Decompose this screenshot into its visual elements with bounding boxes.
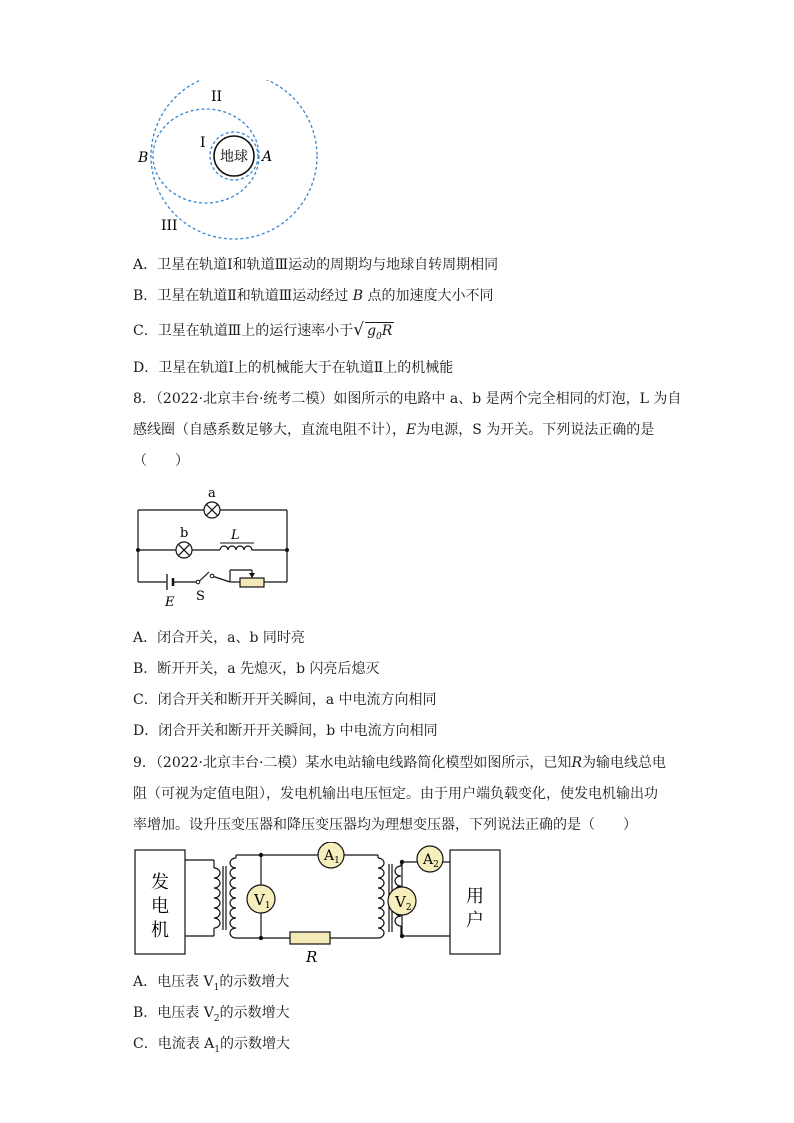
q8-stem-line3: （ ） bbox=[133, 453, 189, 469]
q7-option-c bbox=[133, 320, 394, 345]
junction-v1-top bbox=[259, 853, 263, 857]
stepdown-primary-coil bbox=[378, 858, 384, 938]
q8-option-a: A．闭合开关，a、b 同时亮 bbox=[133, 630, 305, 646]
sqrt-symbol: √ bbox=[353, 320, 365, 340]
generator-label-1: 发 bbox=[151, 872, 169, 893]
ammeter-a2-label: $A_2$ bbox=[423, 852, 439, 870]
lamp-b-label: b bbox=[180, 526, 189, 541]
q9-option-b-prefix: B．电压表 V bbox=[133, 1005, 214, 1021]
q7-option-a: A．卫星在轨道Ⅰ和轨道Ⅲ运动的周期均与地球自转周期相同 bbox=[133, 257, 499, 273]
resistor-r-icon bbox=[290, 932, 330, 944]
point-label-B: B bbox=[138, 150, 149, 166]
q9-stem-line1 bbox=[133, 753, 666, 773]
wire-bottom-3 bbox=[212, 576, 230, 582]
rheostat-arrow-icon bbox=[249, 573, 255, 578]
junction-v1-bottom bbox=[259, 936, 263, 940]
q7-option-c-prefix: C．卫星在轨道Ⅲ上的运行速率小于 bbox=[133, 323, 354, 339]
voltmeter-v1-label: $V_1$ bbox=[254, 891, 271, 911]
q8-option-c: C．闭合开关和断开开关瞬间，a 中电流方向相同 bbox=[133, 692, 437, 708]
q8-stem-e: E bbox=[406, 422, 417, 438]
q9-option-a-suffix: 的示数增大 bbox=[219, 974, 290, 990]
junction-right bbox=[285, 548, 289, 552]
q9-stem-line3: 率增加。设升压变压器和降压变压器均为理想变压器，下列说法正确的是（ ） bbox=[133, 817, 637, 833]
q8-stem-line1: 8．（2022·北京丰台·统考二模）如图所示的电路中 a、b 是两个完全相同的灯泡，L 为自 bbox=[133, 391, 682, 407]
orbit-label-I: I bbox=[200, 135, 206, 151]
q8-option-b: B．断开开关，a 先熄灭，b 闪亮后熄灭 bbox=[133, 661, 380, 677]
stepup-secondary-coil bbox=[230, 858, 236, 938]
voltmeter-v2-label: $V_2$ bbox=[395, 893, 412, 913]
lamp-a-label: a bbox=[208, 486, 216, 501]
q9-option-c bbox=[133, 1034, 290, 1060]
q8-stem-line2 bbox=[133, 420, 654, 440]
rheostat-icon bbox=[240, 578, 264, 587]
lamp-b-icon bbox=[176, 542, 192, 558]
generator-label-3: 机 bbox=[151, 920, 169, 941]
q9-option-b bbox=[133, 1003, 290, 1029]
q7-option-b-suffix: 点的加速度大小不同 bbox=[367, 288, 494, 304]
point-label-A: A bbox=[262, 149, 273, 165]
inductor-coil-icon bbox=[220, 546, 254, 550]
q7-option-b-prefix: B．卫星在轨道Ⅱ和轨道Ⅲ运动经过 bbox=[133, 288, 349, 304]
q9-transmission-diagram bbox=[130, 842, 510, 967]
ammeter-a1-label: $A_1$ bbox=[324, 848, 340, 866]
q8-circuit-diagram bbox=[130, 482, 300, 612]
earth-label: 地球 bbox=[220, 149, 248, 165]
switch-label: S bbox=[196, 589, 205, 604]
q9-stem-r: R bbox=[571, 755, 582, 771]
battery-label: E bbox=[165, 595, 175, 610]
q7-option-b bbox=[133, 286, 494, 306]
q7-option-c-sub: 0 bbox=[376, 331, 382, 342]
orbit-label-II: II bbox=[211, 89, 223, 105]
q9-option-a-prefix: A．电压表 V bbox=[133, 974, 214, 990]
user-label-2: 户 bbox=[466, 910, 484, 931]
orbit-diagram bbox=[130, 80, 330, 245]
q7-option-d: D．卫星在轨道Ⅰ上的机械能大于在轨道Ⅱ上的机械能 bbox=[133, 360, 454, 376]
q9-stem-line2: 阻（可视为定值电阻），发电机输出电压恒定。由于用户端负载变化，使发电机输出功 bbox=[133, 786, 658, 802]
q9-option-c-suffix: 的示数增大 bbox=[220, 1036, 291, 1052]
orbit-label-III: III bbox=[161, 218, 178, 234]
q9-stem-part-a: 9．（2022·北京丰台·二模）某水电站输电线路简化模型如图所示，已知 bbox=[133, 755, 572, 771]
q7-option-c-g: g bbox=[367, 323, 377, 339]
sqrt-content bbox=[365, 322, 394, 345]
user-label-1: 用 bbox=[466, 886, 484, 907]
q8-option-d: D．闭合开关和断开开关瞬间，b 中电流方向相同 bbox=[133, 723, 438, 739]
q7-option-c-r: R bbox=[381, 323, 393, 339]
battery-icon bbox=[167, 574, 173, 590]
q9-option-c-prefix: C．电流表 A bbox=[133, 1036, 215, 1052]
lamp-a-icon bbox=[204, 502, 220, 518]
q8-stem-part-b: 为电源，S 为开关。下列说法正确的是 bbox=[416, 422, 655, 438]
q8-stem-part-a: 感线圈（自感系数足够大，直流电阻不计）， bbox=[133, 422, 406, 438]
q7-option-b-var: B bbox=[352, 288, 364, 304]
q9-option-a bbox=[133, 972, 289, 998]
junction-v2-bottom bbox=[400, 934, 404, 938]
q9-option-a-sub: 1 bbox=[213, 982, 220, 993]
q9-stem-part-b: 为输电线总电 bbox=[581, 755, 666, 771]
inductor-label: L bbox=[231, 528, 240, 543]
resistor-r-label: R bbox=[306, 948, 318, 966]
stepup-primary-coil bbox=[214, 868, 220, 928]
q9-option-b-sub: 2 bbox=[213, 1013, 220, 1024]
generator-label-2: 电 bbox=[151, 896, 169, 917]
switch-icon bbox=[196, 572, 214, 584]
q9-option-b-suffix: 的示数增大 bbox=[219, 1005, 290, 1021]
junction-left bbox=[136, 548, 140, 552]
q9-option-c-sub: 1 bbox=[214, 1044, 221, 1055]
junction-v2-top bbox=[400, 860, 404, 864]
